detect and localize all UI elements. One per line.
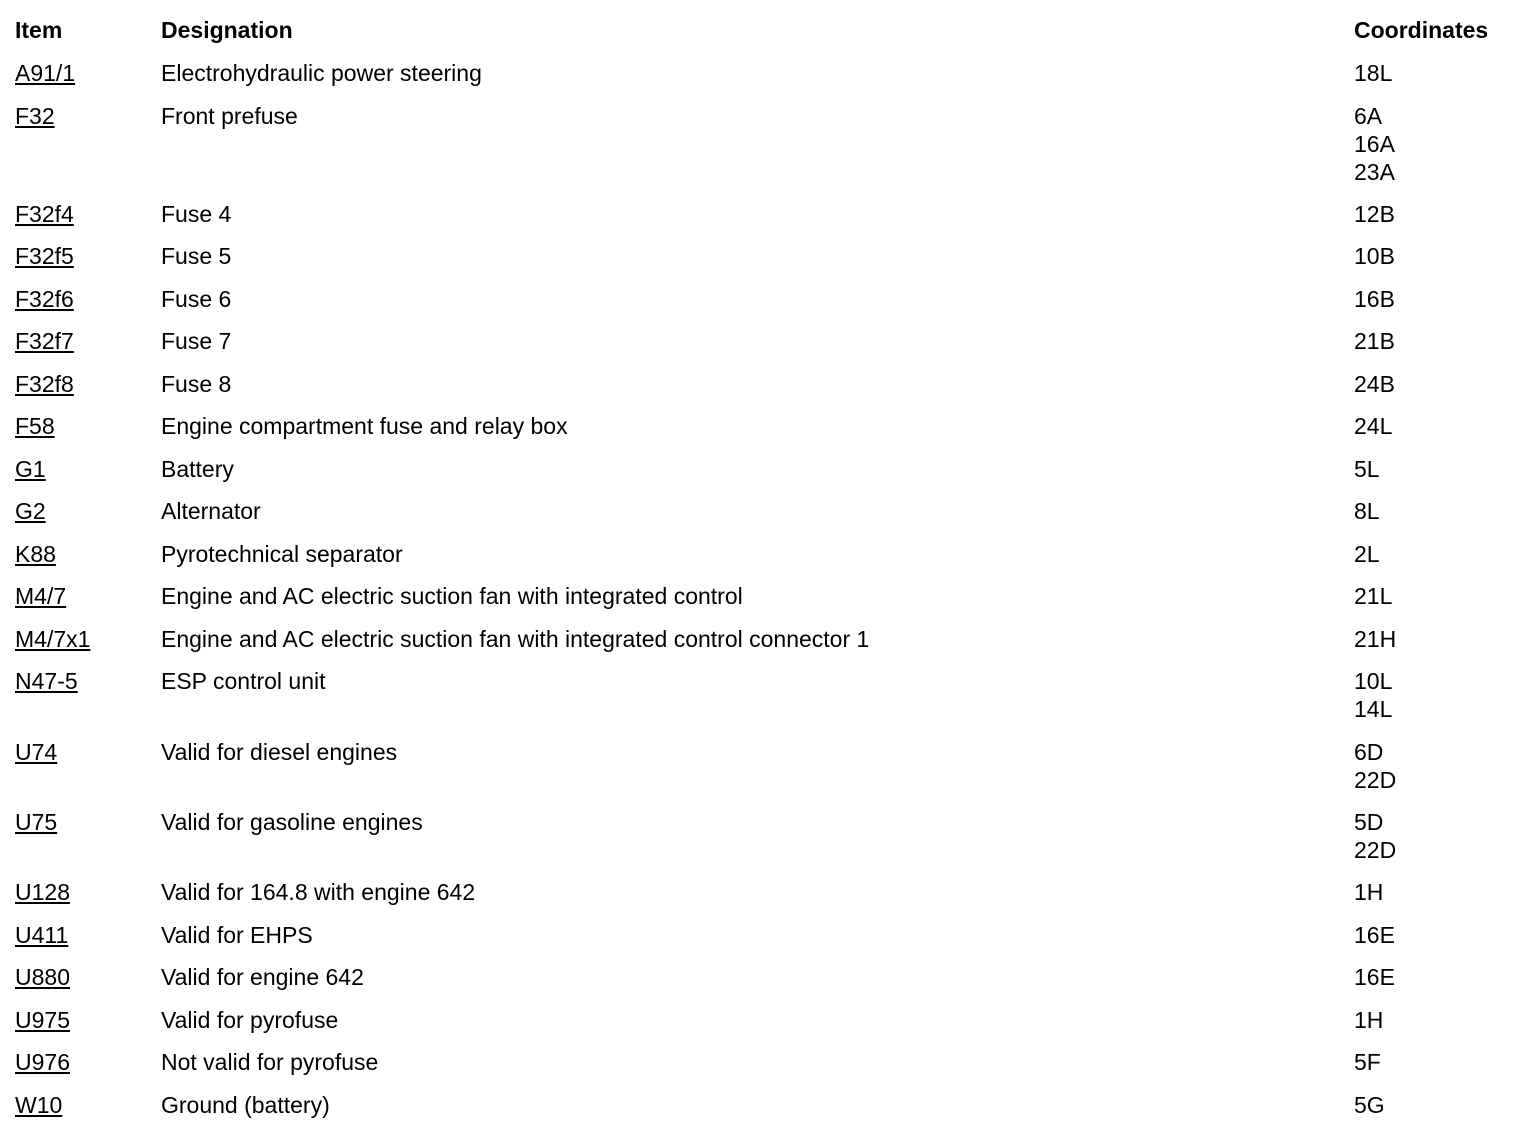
coordinate-value: 23A	[1354, 159, 1395, 185]
coordinates-cell	[1354, 327, 1395, 355]
coordinate-value: 24L	[1354, 413, 1393, 439]
coordinates-cell	[1354, 285, 1395, 313]
coordinate-value: 5L	[1354, 456, 1380, 482]
item-link[interactable]: M4/7x1	[15, 626, 91, 652]
coordinate-value: 2L	[1354, 541, 1380, 567]
coordinates-cell	[1354, 878, 1383, 906]
coordinates-cell	[1354, 370, 1395, 398]
item-link[interactable]: U975	[15, 1007, 70, 1033]
coordinate-value: 18L	[1354, 60, 1393, 86]
item-link[interactable]: F32f6	[15, 286, 74, 312]
coordinate-value: 8L	[1354, 498, 1380, 524]
item-link[interactable]: F32f8	[15, 371, 74, 397]
item-link[interactable]: N47-5	[15, 668, 78, 694]
coordinate-value: 1H	[1354, 1007, 1384, 1033]
coordinate-value: 16B	[1354, 286, 1395, 312]
designation-text: Fuse 5	[161, 243, 232, 269]
coordinate-value: 5G	[1354, 1092, 1385, 1118]
designation-text: Valid for EHPS	[161, 922, 313, 948]
coordinate-value: 21L	[1354, 583, 1393, 609]
item-link[interactable]: U74	[15, 739, 58, 765]
item-link[interactable]: U976	[15, 1049, 70, 1075]
coordinates-cell	[1354, 59, 1392, 87]
coordinates-cell	[1354, 625, 1396, 653]
coordinates-cell	[1354, 667, 1392, 723]
item-link[interactable]: F32f7	[15, 328, 74, 354]
coordinates-cell	[1354, 1006, 1383, 1034]
coordinates-cell	[1354, 540, 1380, 568]
coordinates-cell	[1354, 738, 1396, 794]
coordinate-value: 14L	[1354, 696, 1393, 722]
item-link[interactable]: K88	[15, 541, 56, 567]
designation-text: Fuse 7	[161, 328, 232, 354]
coordinates-cell	[1354, 412, 1392, 440]
coordinates-cell	[1354, 455, 1380, 483]
designation-text: Valid for engine 642	[161, 964, 364, 990]
designation-text: Valid for gasoline engines	[161, 809, 423, 835]
coordinates-cell	[1354, 1048, 1381, 1076]
coordinate-value: 5D	[1354, 809, 1384, 835]
item-link[interactable]: M4/7	[15, 583, 67, 609]
designation-text: Pyrotechnical separator	[161, 541, 403, 567]
item-link[interactable]: U411	[15, 922, 69, 948]
header-coordinates: Coordinates	[1354, 17, 1489, 43]
designation-text: Ground (battery)	[161, 1092, 330, 1118]
item-link[interactable]: U75	[15, 809, 58, 835]
designation-text: Electrohydraulic power steering	[161, 60, 482, 86]
item-link[interactable]: F32f4	[15, 201, 74, 227]
coordinates-cell	[1354, 200, 1395, 228]
header-designation: Designation	[161, 17, 293, 43]
item-link[interactable]: U880	[15, 964, 70, 990]
header-item: Item	[15, 17, 63, 43]
coordinate-value: 10B	[1354, 243, 1395, 269]
item-link[interactable]: F58	[15, 413, 55, 439]
designation-text: Engine and AC electric suction fan with integrated control connector 1	[161, 626, 870, 652]
coordinates-cell	[1354, 242, 1395, 270]
coordinate-value: 22D	[1354, 837, 1397, 863]
coordinates-cell	[1354, 963, 1395, 991]
coordinate-value: 6A	[1354, 103, 1383, 129]
designation-text: Valid for 164.8 with engine 642	[161, 879, 476, 905]
item-link[interactable]: G2	[15, 498, 46, 524]
coordinate-value: 21B	[1354, 328, 1395, 354]
designation-text: Engine compartment fuse and relay box	[161, 413, 568, 439]
coordinate-value: 24B	[1354, 371, 1395, 397]
designation-text: Valid for pyrofuse	[161, 1007, 339, 1033]
coordinates-cell	[1354, 921, 1395, 949]
coordinate-value: 1H	[1354, 879, 1384, 905]
item-link[interactable]: A91/1	[15, 60, 76, 86]
designation-text: Fuse 8	[161, 371, 232, 397]
coordinates-cell	[1354, 102, 1395, 186]
designation-text: Fuse 4	[161, 201, 232, 227]
designation-text: Not valid for pyrofuse	[161, 1049, 379, 1075]
designation-text: Valid for diesel engines	[161, 739, 398, 765]
item-link[interactable]: W10	[15, 1092, 63, 1118]
item-link[interactable]: F32	[15, 103, 55, 129]
coordinate-value: 16E	[1354, 964, 1395, 990]
coordinates-cell	[1354, 582, 1392, 610]
coordinate-value: 12B	[1354, 201, 1395, 227]
designation-text: Front prefuse	[161, 103, 298, 129]
designation-text: ESP control unit	[161, 668, 326, 694]
designation-text: Battery	[161, 456, 234, 482]
coordinates-cell	[1354, 808, 1396, 864]
coordinates-cell	[1354, 497, 1380, 525]
item-link[interactable]: G1	[15, 456, 46, 482]
coordinate-value: 16E	[1354, 922, 1395, 948]
coordinate-value: 16A	[1354, 131, 1395, 157]
designation-text: Alternator	[161, 498, 261, 524]
designation-text: Engine and AC electric suction fan with integrated control	[161, 583, 743, 609]
item-link[interactable]: F32f5	[15, 243, 74, 269]
coordinate-value: 10L	[1354, 668, 1393, 694]
designation-text: Fuse 6	[161, 286, 232, 312]
coordinate-value: 22D	[1354, 767, 1397, 793]
item-link[interactable]: U128	[15, 879, 70, 905]
coordinates-cell	[1354, 1091, 1385, 1119]
coordinate-value: 21H	[1354, 626, 1397, 652]
coordinate-value: 6D	[1354, 739, 1384, 765]
coordinate-value: 5F	[1354, 1049, 1381, 1075]
